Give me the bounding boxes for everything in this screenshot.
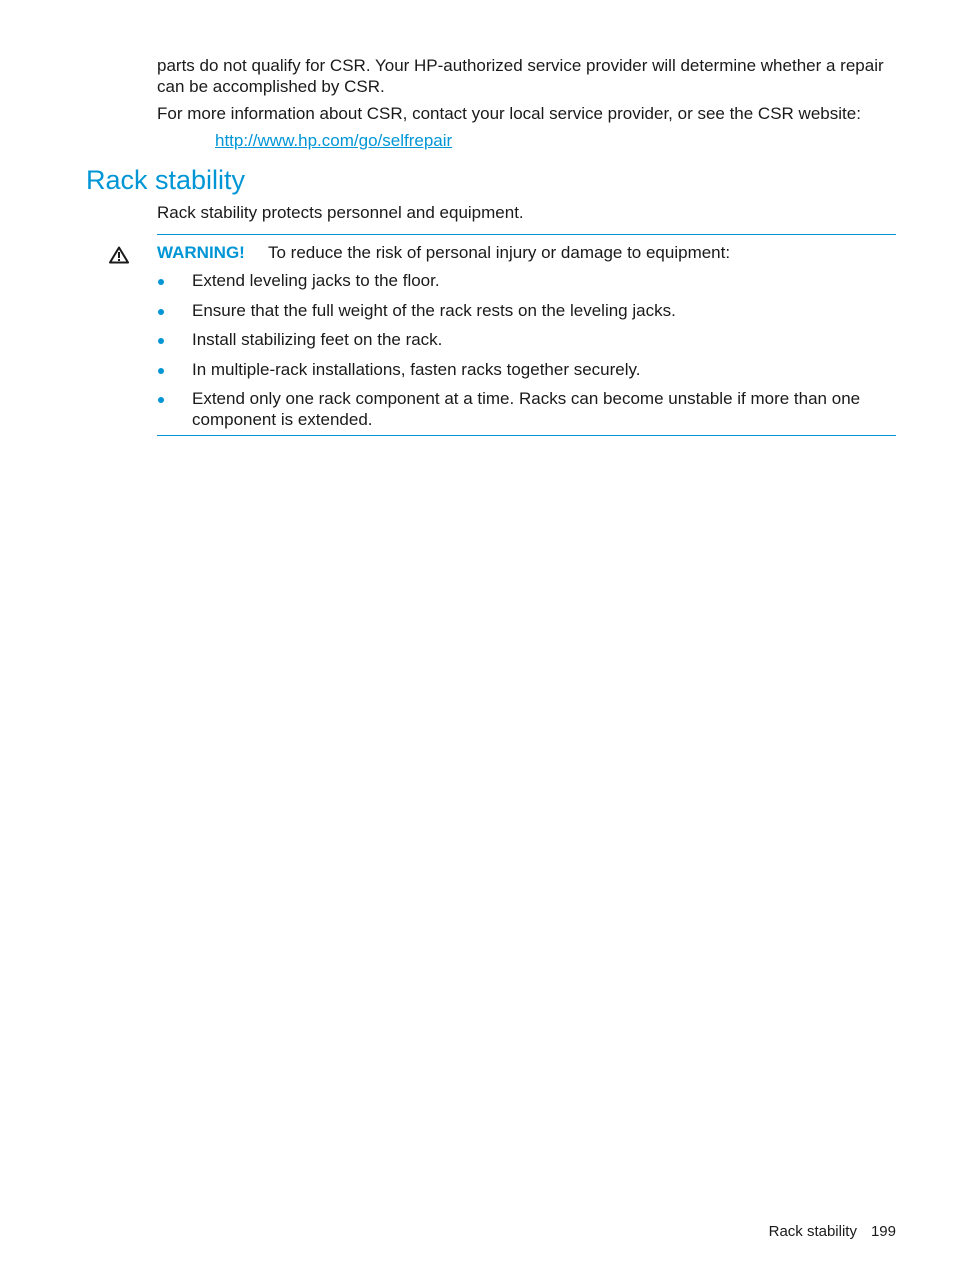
warning-bottom-rule [157, 435, 896, 436]
list-item-text: In multiple-rack installations, fasten racks together securely. [192, 359, 641, 379]
intro-paragraph: parts do not qualify for CSR. Your HP-authorized service provider will determine whether a repair can be accomplished by CSR. [157, 56, 884, 96]
bullet-icon [158, 279, 164, 285]
footer-section-title: Rack stability [768, 1223, 857, 1240]
list-item [157, 300, 897, 321]
section-title: Rack stability [86, 165, 246, 195]
page-number: 199 [870, 1223, 896, 1240]
bullet-icon [158, 309, 164, 315]
list-item [157, 329, 897, 350]
bullet-icon [158, 338, 164, 344]
section-body: Rack stability protects personnel and equipment. [157, 203, 524, 222]
page-footer [769, 1221, 896, 1242]
warning-label: WARNING! [157, 243, 245, 262]
warning-text: To reduce the risk of personal injury or damage to equipment: [268, 243, 731, 262]
list-item-text: Extend leveling jacks to the floor. [192, 271, 440, 290]
bullet-icon [158, 397, 164, 403]
list-item [157, 388, 897, 430]
bullet-icon [158, 368, 164, 374]
list-item-text: Ensure that the full weight of the rack rests on the leveling jacks. [192, 300, 676, 320]
list-item-text: Install stabilizing feet on the rack. [192, 330, 443, 349]
warning-top-rule [157, 234, 896, 235]
list-item [157, 359, 897, 380]
list-item-text: Extend only one rack component at a time. Racks can become unstable if more than one component is extended. [192, 389, 861, 429]
csr-info-paragraph: For more information about CSR, contact your local service provider, or see the CSR website: [157, 104, 861, 123]
warning-triangle-icon [109, 246, 129, 264]
list-item [157, 270, 897, 291]
warning-list [157, 270, 897, 439]
csr-website-link[interactable]: http://www.hp.com/go/selfrepair [215, 131, 453, 150]
